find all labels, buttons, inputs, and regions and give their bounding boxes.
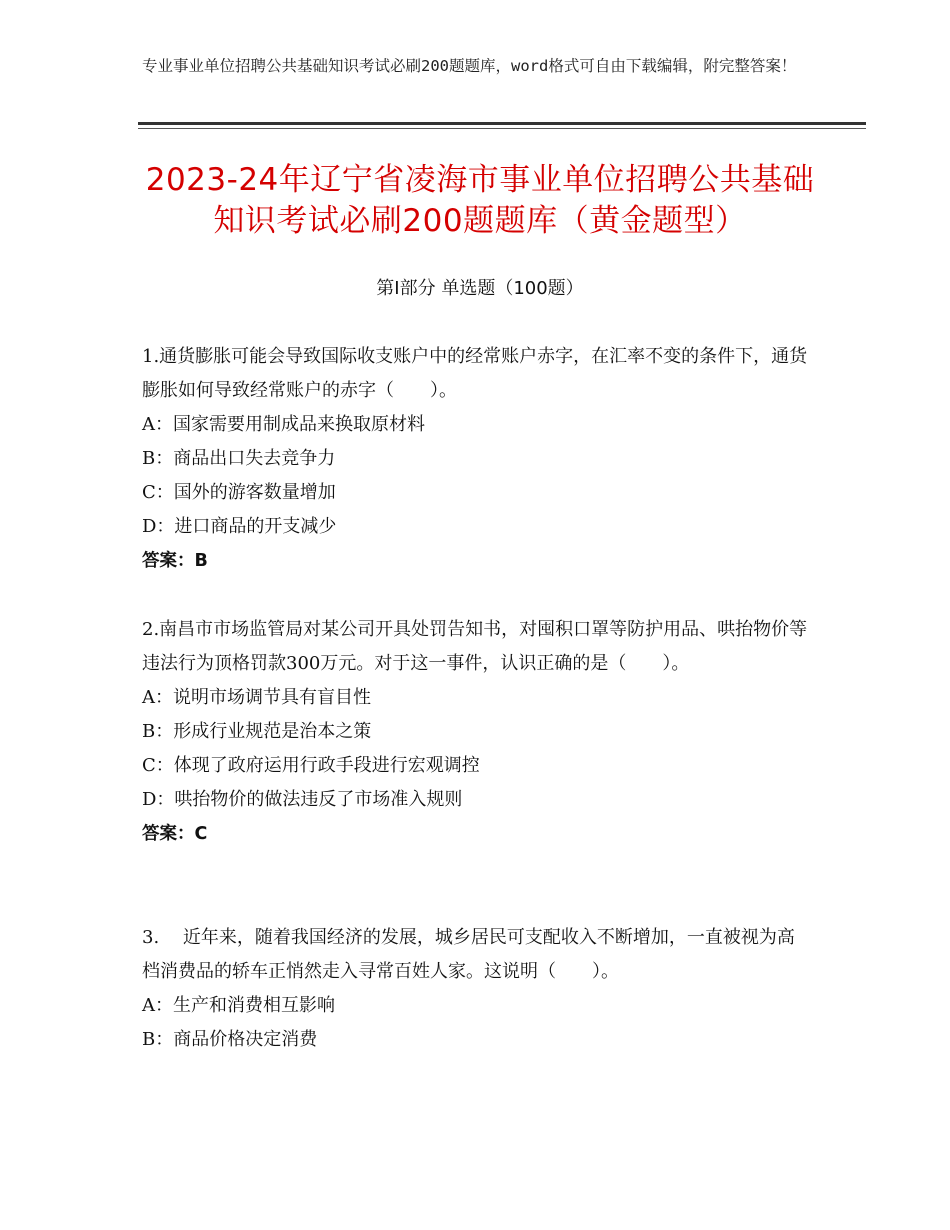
option-a: A：生产和消费相互影响 (142, 995, 335, 1016)
option-d: D：哄抬物价的做法违反了市场准入规则 (142, 789, 463, 810)
option-d: D：进口商品的开支减少 (142, 516, 337, 537)
option-b: B：商品价格决定消费 (142, 1029, 318, 1050)
option-c: C：国外的游客数量增加 (142, 482, 336, 503)
answer-label: 答案：B (142, 551, 208, 571)
header-rule-thin (138, 128, 866, 129)
question-3 (142, 921, 812, 1057)
option-a: A：国家需要用制成品来换取原材料 (142, 414, 425, 435)
option-c: C：体现了政府运用行政手段进行宏观调控 (142, 755, 480, 776)
option-b: B：商品出口失去竞争力 (142, 448, 336, 469)
header-rule-thick (138, 122, 866, 125)
option-b: B：形成行业规范是治本之策 (142, 721, 372, 742)
question-stem: 1.通货膨胀可能会导致国际收支账户中的经常账户赤字，在汇率不变的条件下，通货膨胀如何导致经常账户的赤字（ ）。 (142, 346, 808, 401)
answer-label: 答案：C (142, 824, 208, 844)
section-title: 第Ⅰ部分 单选题（100题） (376, 278, 584, 299)
document-title: 2023-24年辽宁省凌海市事业单位招聘公共基础知识考试必刷200题题库（黄金题型） (145, 162, 815, 239)
question-stem: 2.南昌市市场监管局对某公司开具处罚告知书，对囤积口罩等防护用品、哄抬物价等违法行为顶格罚款300万元。对于这一事件，认识正确的是（ ）。 (142, 619, 808, 674)
option-a: A：说明市场调节具有盲目性 (142, 687, 371, 708)
question-1 (142, 340, 812, 578)
question-stem: 3. 近年来，随着我国经济的发展，城乡居民可支配收入不断增加，一直被视为高档消费品的轿车正悄然走入寻常百姓人家。这说明（ ）。 (142, 927, 795, 982)
question-2 (142, 613, 812, 851)
header-note: 专业事业单位招聘公共基础知识考试必刷200题题库，word格式可自由下载编辑，附完整答案！ (142, 57, 797, 75)
